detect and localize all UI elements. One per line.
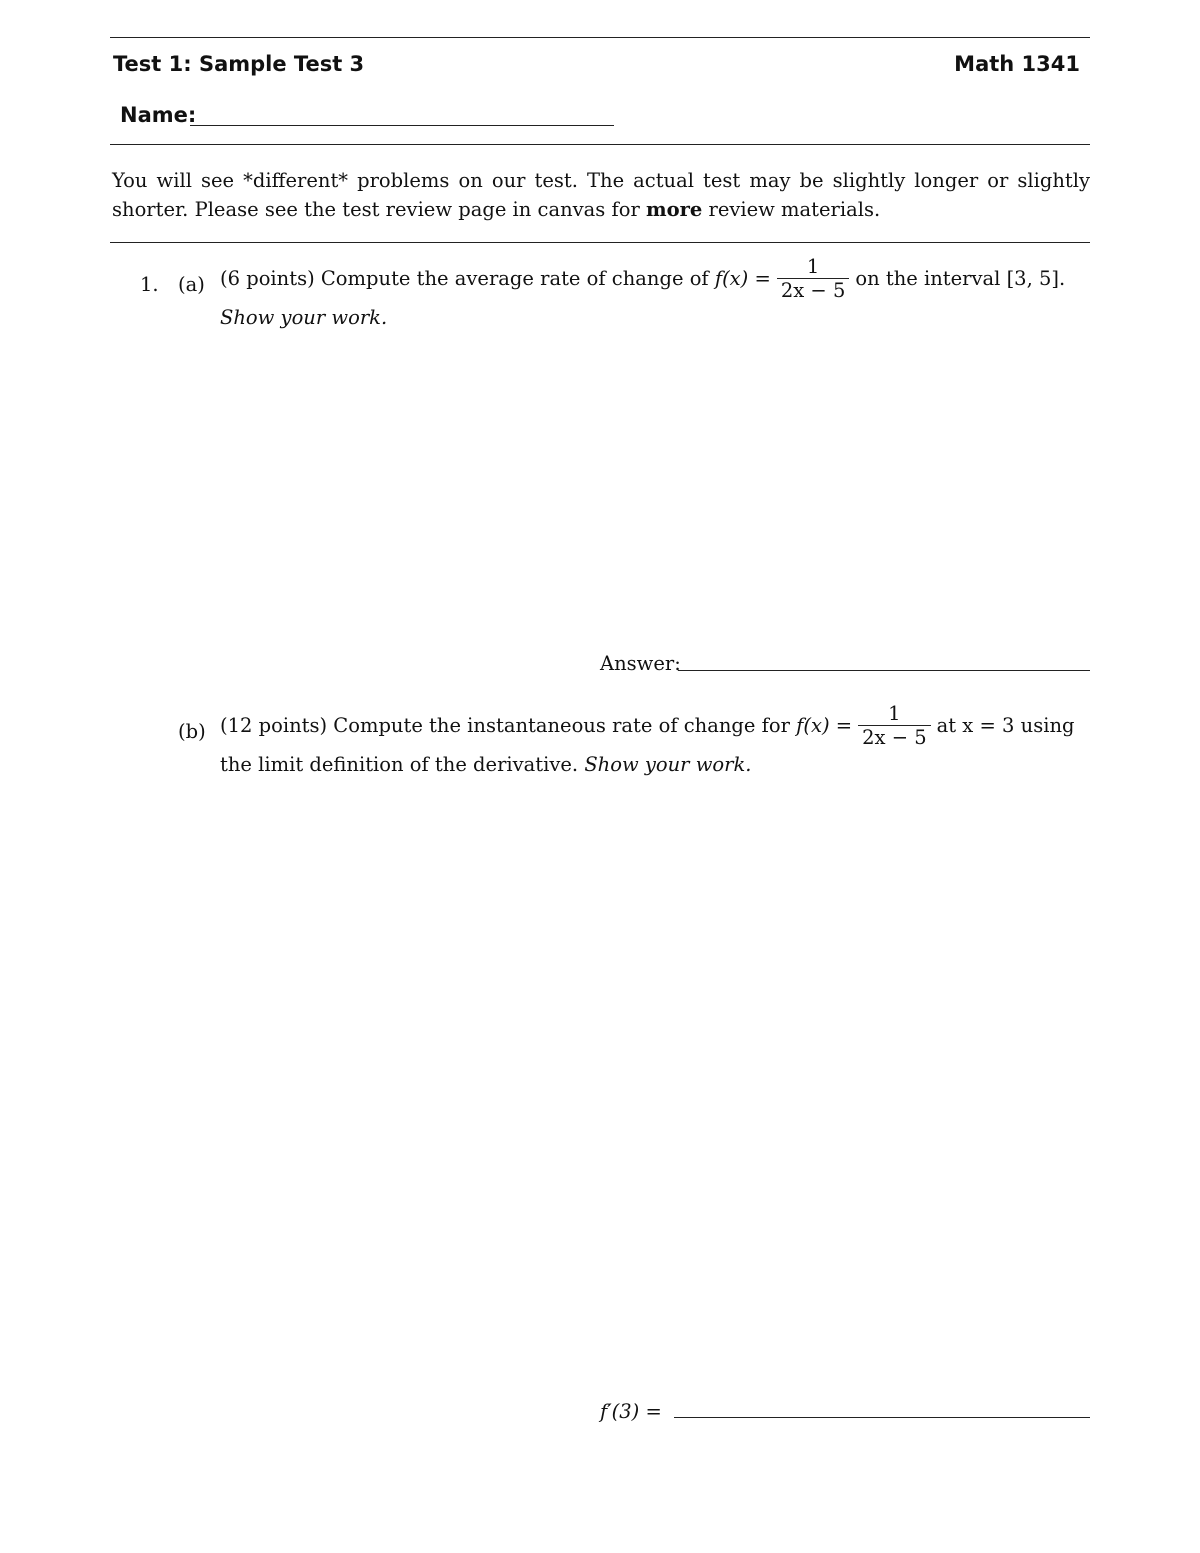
fraction-numerator: 1 bbox=[806, 255, 820, 278]
part-b-text: (12 points) Compute the instantaneous rate of change for bbox=[220, 714, 797, 737]
fraction-denominator: 2x − 5 bbox=[858, 725, 931, 750]
part-b-question bbox=[220, 703, 1090, 780]
question-number: 1. bbox=[140, 273, 159, 296]
part-a-interval: on the interval [3, 5]. bbox=[855, 267, 1066, 290]
part-a-function: f(x) = bbox=[714, 267, 771, 290]
name-label: Name: bbox=[120, 103, 197, 127]
course-number: Math 1341 bbox=[954, 52, 1080, 76]
name-field-line[interactable] bbox=[190, 125, 614, 126]
part-b-instruction: Show your work. bbox=[584, 753, 752, 776]
part-a-instruction: Show your work. bbox=[220, 306, 388, 329]
part-b-fraction bbox=[858, 703, 931, 750]
top-rule bbox=[110, 37, 1090, 38]
part-b-function: f(x) = bbox=[796, 714, 853, 737]
part-b-point: at x = 3 using bbox=[936, 714, 1075, 737]
derivative-answer-line[interactable] bbox=[674, 1417, 1090, 1418]
part-b-text-line2: the limit definition of the derivative. bbox=[220, 753, 585, 776]
header-bottom-rule bbox=[110, 144, 1090, 145]
test-title: Test 1: Sample Test 3 bbox=[113, 52, 365, 76]
intro-text-1: You will see *different* problems on our test. The actual test may be slightly longer or slightly shorter. Please see the test review page in canvas for bbox=[112, 169, 1090, 221]
answer-label: Answer: bbox=[600, 652, 681, 675]
derivative-answer-label: f′(3) = bbox=[600, 1400, 662, 1423]
part-a-fraction bbox=[777, 256, 850, 303]
part-a-label: (a) bbox=[178, 273, 205, 296]
intro-bold-more: more bbox=[645, 198, 703, 221]
answer-line[interactable] bbox=[678, 670, 1090, 671]
intro-text-2: review materials. bbox=[702, 198, 881, 221]
part-b-label: (b) bbox=[178, 720, 206, 743]
fraction-numerator: 1 bbox=[888, 702, 901, 725]
part-a-text: (6 points) Compute the average rate of change of bbox=[220, 267, 715, 290]
intro-bottom-rule bbox=[110, 242, 1090, 243]
fraction-denominator: 2x − 5 bbox=[777, 278, 850, 303]
part-a-question bbox=[220, 256, 1090, 333]
intro-paragraph bbox=[112, 166, 1090, 224]
